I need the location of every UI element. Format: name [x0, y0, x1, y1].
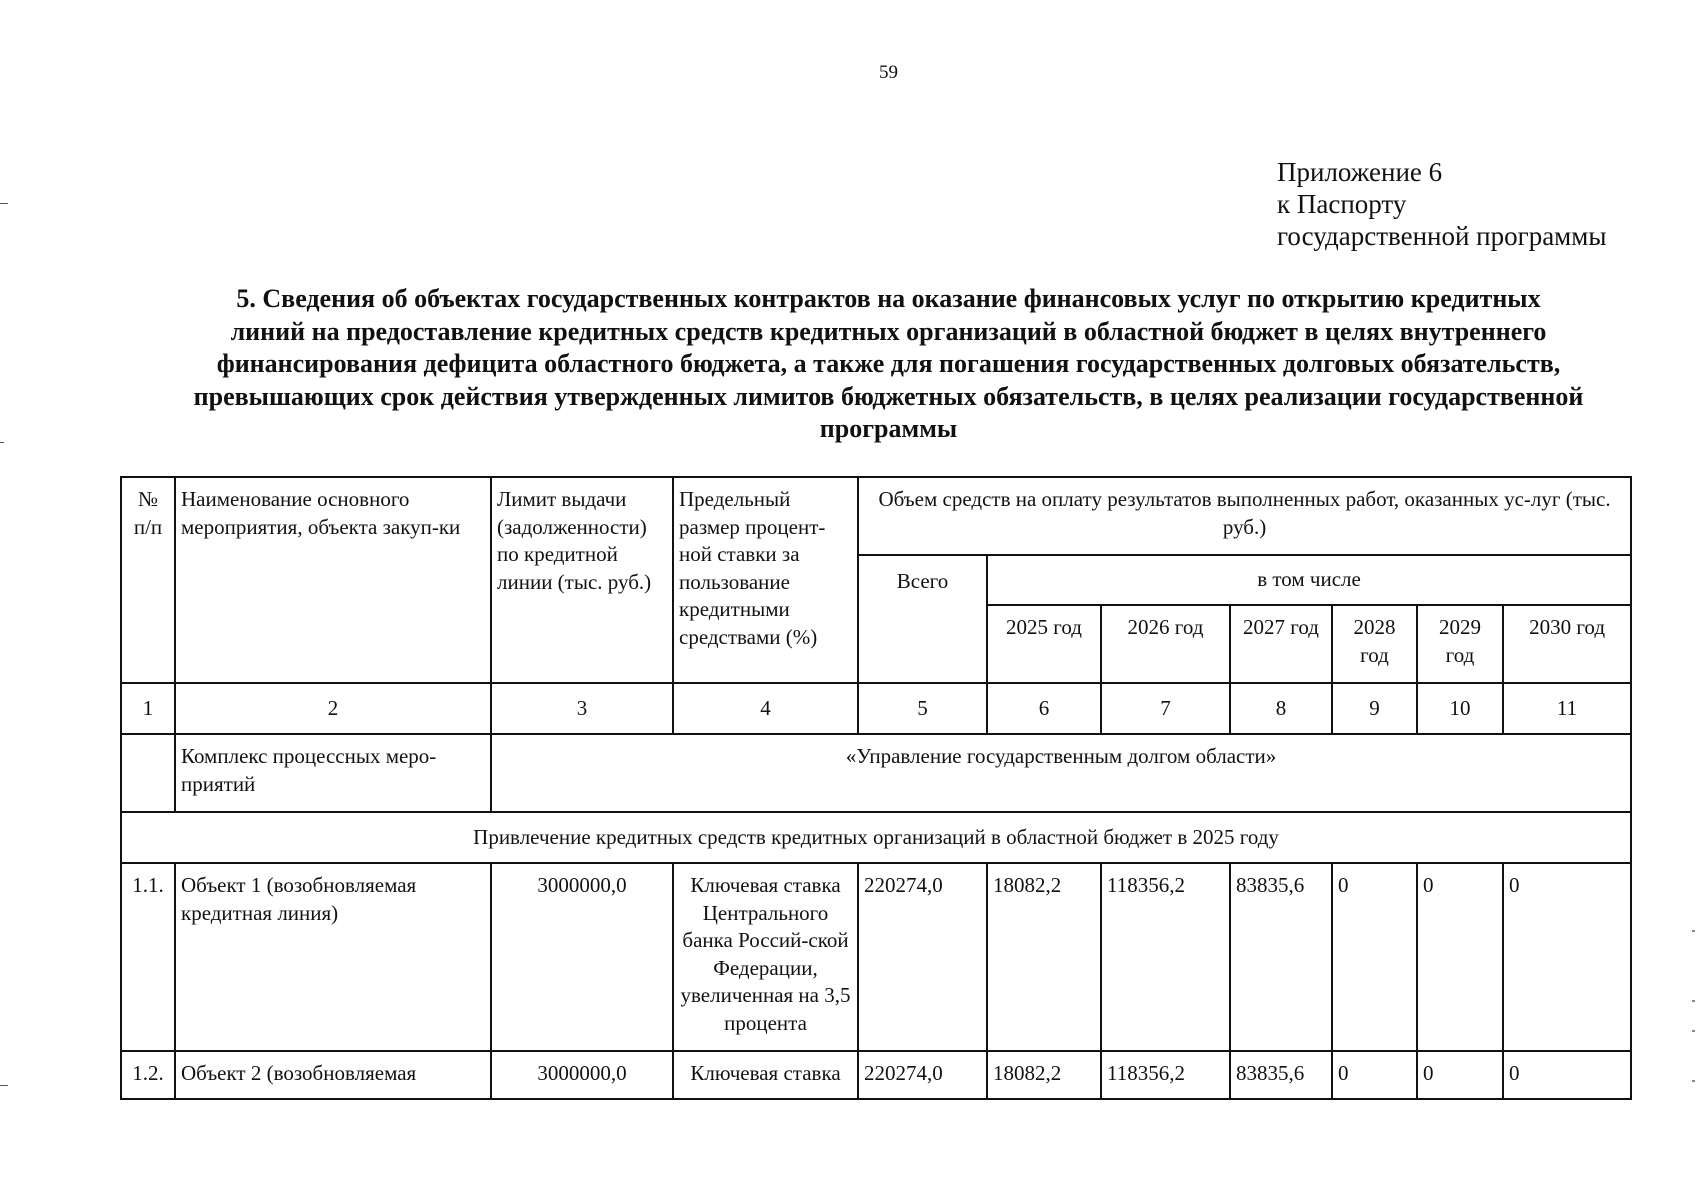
column-number: 4 — [673, 683, 858, 734]
header-rate: Предельный размер процент-ной ставки за пользование кредитными средствами (%) — [673, 477, 858, 683]
table-row — [121, 863, 1631, 1051]
header-year: 2028 год — [1332, 605, 1417, 683]
column-number: 8 — [1230, 683, 1332, 734]
scan-artifact — [1692, 1030, 1695, 1032]
row-y2025: 18082,2 — [987, 1051, 1101, 1099]
row-rate: Ключевая ставка — [673, 1051, 858, 1099]
header-year: 2026 год — [1101, 605, 1230, 683]
header-limit: Лимит выдачи (задолженности) по кредитной линии (тыс. руб.) — [491, 477, 673, 683]
column-number: 3 — [491, 683, 673, 734]
appendix-line: к Паспорту — [1277, 189, 1407, 219]
document-title — [120, 283, 1657, 446]
row-limit: 3000000,0 — [491, 1051, 673, 1099]
scan-artifact — [1692, 1000, 1695, 1002]
header-year: 2025 год — [987, 605, 1101, 683]
column-number: 1 — [121, 683, 175, 734]
row-name: Объект 1 (возобновляемая кредитная линия) — [175, 863, 491, 1051]
row-y2030: 0 — [1503, 1051, 1631, 1099]
appendix-block — [1277, 156, 1607, 252]
header-including: в том числе — [987, 555, 1631, 605]
margin-mark — [0, 1085, 8, 1086]
section-row — [121, 812, 1631, 863]
row-name: Объект 2 (возобновляемая — [175, 1051, 491, 1099]
row-limit: 3000000,0 — [491, 863, 673, 1051]
complex-value: «Управление государственным долгом области» — [491, 734, 1631, 812]
appendix-line: государственной программы — [1277, 221, 1607, 251]
scan-artifact — [1692, 930, 1695, 932]
column-number: 10 — [1417, 683, 1503, 734]
appendix-line: Приложение 6 — [1277, 157, 1443, 187]
row-y2028: 0 — [1332, 863, 1417, 1051]
column-number: 5 — [858, 683, 987, 734]
row-num: 1.1. — [121, 863, 175, 1051]
header-row — [121, 477, 1631, 555]
column-number: 9 — [1332, 683, 1417, 734]
margin-mark — [0, 442, 4, 443]
row-y2029: 0 — [1417, 863, 1503, 1051]
column-number: 7 — [1101, 683, 1230, 734]
column-number: 2 — [175, 683, 491, 734]
section-label: Привлечение кредитных средств кредитных организаций в областной бюджет в 2025 году — [121, 812, 1631, 863]
header-year: 2029 год — [1417, 605, 1503, 683]
row-y2025: 18082,2 — [987, 863, 1101, 1051]
header-name: Наименование основного мероприятия, объекта закуп-ки — [175, 477, 491, 683]
row-y2029: 0 — [1417, 1051, 1503, 1099]
row-rate: Ключевая ставка Центрального банка Россий-ской Федерации, увеличенная на 3,5 процента — [673, 863, 858, 1051]
empty-cell — [121, 734, 175, 812]
header-year: 2030 год — [1503, 605, 1631, 683]
title-line: линий на предоставление кредитных средств кредитных организаций в областной бюджет в целях внутреннего — [230, 316, 1547, 346]
header-total: Всего — [858, 555, 987, 683]
column-number-row — [121, 683, 1631, 734]
title-line: превышающих срок действия утвержденных лимитов бюджетных обязательств, в целях реализации государственной — [193, 381, 1584, 411]
row-y2028: 0 — [1332, 1051, 1417, 1099]
title-line: программы — [819, 414, 958, 443]
row-y2027: 83835,6 — [1230, 1051, 1332, 1099]
row-total: 220274,0 — [858, 1051, 987, 1099]
header-num: № п/п — [121, 477, 175, 683]
row-y2026: 118356,2 — [1101, 1051, 1230, 1099]
page-number: 59 — [879, 62, 898, 83]
title-line: 5. Сведения об объектах государственных контрактов на оказание финансовых услуг по открытию кредитных — [236, 284, 1541, 313]
table-row — [121, 1051, 1631, 1099]
contracts-table — [120, 476, 1632, 1100]
complex-row — [121, 734, 1631, 812]
row-total: 220274,0 — [858, 863, 987, 1051]
column-number: 11 — [1503, 683, 1631, 734]
scan-artifact — [1692, 1080, 1695, 1082]
complex-label: Комплекс процессных меро-приятий — [175, 734, 491, 812]
row-y2027: 83835,6 — [1230, 863, 1332, 1051]
row-y2026: 118356,2 — [1101, 863, 1230, 1051]
header-year: 2027 год — [1230, 605, 1332, 683]
row-num: 1.2. — [121, 1051, 175, 1099]
title-line: финансирования дефицита областного бюджета, а также для погашения государственных долговых обязательств, — [216, 349, 1561, 378]
row-y2030: 0 — [1503, 863, 1631, 1051]
margin-mark — [0, 203, 8, 204]
column-number: 6 — [987, 683, 1101, 734]
header-volume: Объем средств на оплату результатов выполненных работ, оказанных ус-луг (тыс. руб.) — [858, 477, 1631, 555]
